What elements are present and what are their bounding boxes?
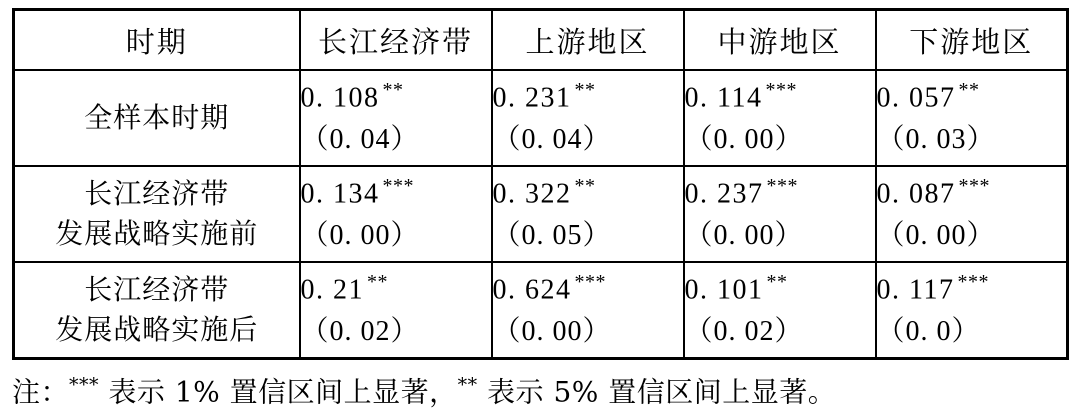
table-note xyxy=(12,374,1068,409)
column-header-upstream: 上游地区 xyxy=(492,10,684,71)
coefficient: 0. 237 *** xyxy=(684,175,798,210)
coefficient: 0. 101 ** xyxy=(684,271,788,306)
standard-error: （0. 04） xyxy=(300,123,420,155)
row-label-after-strategy xyxy=(14,262,300,359)
coefficient: 0. 087 *** xyxy=(876,175,990,210)
coefficient: 0. 117 *** xyxy=(876,271,989,306)
cell-value xyxy=(300,70,492,166)
column-header-period: 时期 xyxy=(14,10,300,71)
standard-error: （0. 00） xyxy=(492,315,612,347)
table-header-row xyxy=(14,10,1068,71)
row-label-before-strategy xyxy=(14,166,300,262)
table-row xyxy=(14,262,1068,359)
coefficient: 0. 624 *** xyxy=(492,271,606,306)
coefficient: 0. 21 ** xyxy=(300,271,388,306)
row-label-line: 全样本时期 xyxy=(84,101,230,135)
standard-error: （0. 0） xyxy=(876,315,981,347)
significance-stars: ** xyxy=(574,79,596,102)
significance-stars: *** xyxy=(765,79,797,102)
coefficient: 0. 231 ** xyxy=(492,79,596,114)
coefficient: 0. 322 ** xyxy=(492,175,596,210)
column-header-midstream: 中游地区 xyxy=(684,10,876,71)
cell-value xyxy=(492,262,684,359)
note-text-two: 表示 5% 置信区间上显著。 xyxy=(477,375,837,409)
row-label-line: 发展战略实施前 xyxy=(55,217,259,250)
significance-stars: ** xyxy=(382,79,404,102)
standard-error: （0. 00） xyxy=(684,123,804,155)
column-header-yangtze-belt: 长江经济带 xyxy=(300,10,492,71)
cell-value xyxy=(684,70,876,166)
table-row xyxy=(14,166,1068,262)
coefficient: 0. 108 ** xyxy=(300,79,404,114)
note-text-one: 表示 1% 置信区间上显著， xyxy=(99,375,458,409)
coefficient: 0. 057 ** xyxy=(876,79,980,114)
standard-error: （0. 02） xyxy=(300,315,420,347)
standard-error: （0. 02） xyxy=(684,315,804,347)
standard-error: （0. 00） xyxy=(684,219,804,251)
row-label-line: 发展战略实施后 xyxy=(55,313,259,346)
cell-value xyxy=(876,70,1068,166)
significance-stars: *** xyxy=(958,175,990,198)
cell-value xyxy=(876,166,1068,262)
cell-value xyxy=(876,262,1068,359)
note-stars-two: ** xyxy=(457,374,478,396)
standard-error: （0. 00） xyxy=(876,219,996,251)
significance-stars: *** xyxy=(766,175,798,198)
results-table xyxy=(12,8,1069,360)
note-stars-three: *** xyxy=(69,374,100,396)
table-row xyxy=(14,70,1068,166)
significance-stars: ** xyxy=(766,271,788,294)
cell-value xyxy=(300,262,492,359)
row-label-line: 长江经济带 xyxy=(84,177,230,211)
significance-stars: ** xyxy=(574,175,596,198)
column-header-downstream: 下游地区 xyxy=(876,10,1068,71)
standard-error: （0. 00） xyxy=(300,219,420,251)
significance-stars: *** xyxy=(574,271,606,294)
significance-stars: *** xyxy=(957,271,989,294)
significance-stars: ** xyxy=(958,79,980,102)
cell-value xyxy=(300,166,492,262)
coefficient: 0. 134 *** xyxy=(300,175,414,210)
row-label-line: 长江经济带 xyxy=(84,273,230,307)
coefficient: 0. 114 *** xyxy=(684,79,797,114)
note-prefix: 注： xyxy=(12,375,70,409)
significance-stars: *** xyxy=(382,175,414,198)
cell-value xyxy=(684,262,876,359)
significance-stars: ** xyxy=(367,271,388,294)
standard-error: （0. 03） xyxy=(876,123,996,155)
cell-value xyxy=(492,70,684,166)
cell-value xyxy=(684,166,876,262)
standard-error: （0. 04） xyxy=(492,123,612,155)
standard-error: （0. 05） xyxy=(492,219,612,251)
cell-value xyxy=(492,166,684,262)
row-label-full-sample xyxy=(14,70,300,166)
